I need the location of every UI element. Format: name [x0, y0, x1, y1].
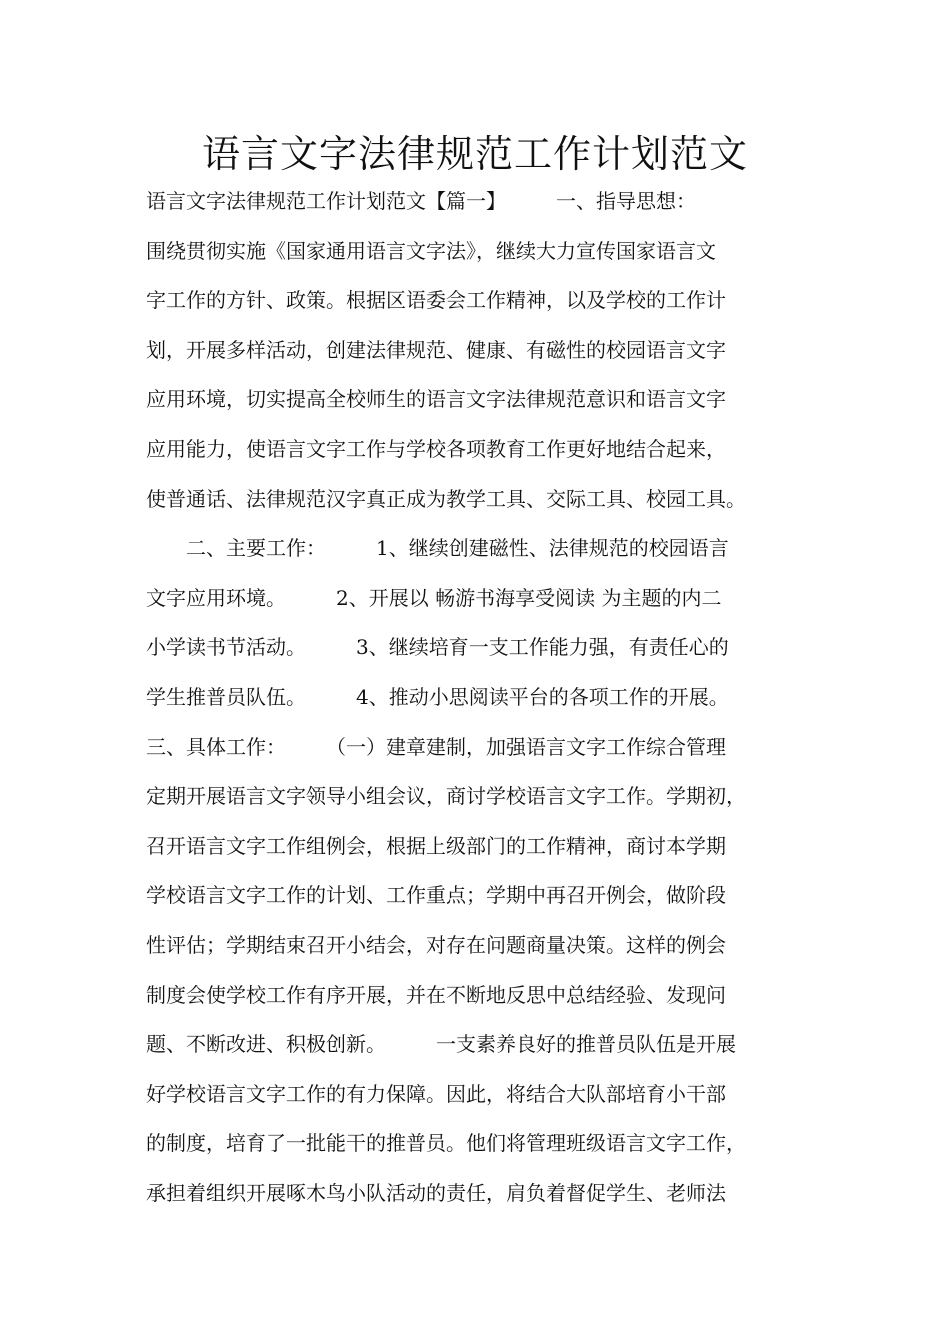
document-title: 语言文字法律规范工作计划范文 [201, 132, 748, 176]
body-line: 使普通话、法律规范汉字真正成为教学工具、交际工具、校园工具。 [146, 486, 746, 511]
body-line: 小学读书节活动。 3、继续培育一支工作能力强，有责任心的 [146, 635, 729, 660]
body-line: 的制度，培育了一批能干的推普员。他们将管理班级语言文字工作， [146, 1131, 746, 1156]
body-line: 定期开展语言文字领导小组会议，商讨学校语言文字工作。学期初， [146, 784, 746, 809]
body-line: 文字应用环境。 2、开展以 畅游书海享受阅读 为主题的内二 [146, 585, 722, 610]
body-line: 围绕贯彻实施《国家通用语言文字法》，继续大力宣传国家语言文 [146, 238, 716, 263]
body-line: 召开语言文字工作组例会，根据上级部门的工作精神，商讨本学期 [146, 833, 726, 858]
body-line: 字工作的方针、政策。根据区语委会工作精神，以及学校的工作计 [146, 288, 726, 313]
body-line: 学校语言文字工作的计划、工作重点；学期中再召开例会，做阶段 [146, 883, 726, 908]
body-line: 承担着组织开展啄木鸟小队活动的责任，肩负着督促学生、老师法 [146, 1180, 726, 1205]
body-line: 制度会使学校工作有序开展，并在不断地反思中总结经验、发现问 [146, 982, 726, 1007]
body-line: 题、不断改进、积极创新。 一支素养良好的推普员队伍是开展 [146, 1032, 736, 1057]
body-line: 性评估；学期结束召开小结会，对存在问题商量决策。这样的例会 [146, 932, 726, 957]
body-line: 应用能力，使语言文字工作与学校各项教育工作更好地结合起来， [146, 436, 726, 461]
body-line: 好学校语言文字工作的有力保障。因此，将结合大队部培育小干部 [146, 1081, 726, 1106]
document-body [146, 177, 826, 1218]
body-line: 学生推普员队伍。 4、推动小思阅读平台的各项工作的开展。 [146, 684, 729, 709]
body-line: 语言文字法律规范工作计划范文【篇一】 一、指导思想： [146, 189, 696, 213]
body-line: 应用环境，切实提高全校师生的语言文字法律规范意识和语言文字 [146, 387, 726, 412]
body-line: 划，开展多样活动，创建法律规范、健康、有磁性的校园语言文字 [146, 337, 726, 362]
body-line: 二、主要工作： 1、继续创建磁性、法律规范的校园语言 [146, 536, 729, 561]
body-line: 三、具体工作： （一）建章建制，加强语言文字工作综合管理 [146, 734, 726, 759]
